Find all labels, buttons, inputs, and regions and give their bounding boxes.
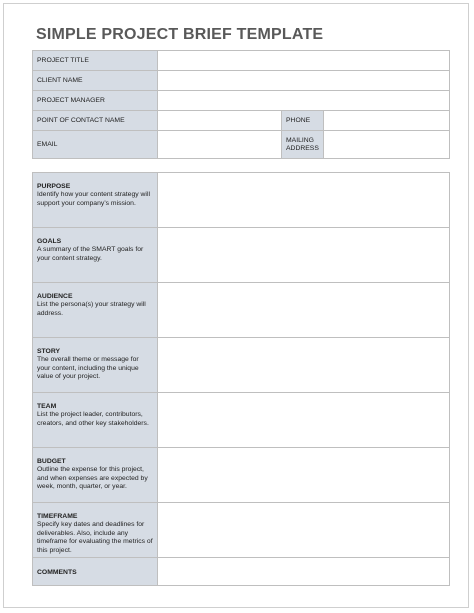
comments-field[interactable]	[158, 558, 450, 586]
timeframe-field[interactable]	[158, 503, 450, 558]
section-heading: TIMEFRAME	[37, 513, 78, 520]
section-heading: STORY	[37, 348, 61, 355]
point-of-contact-field[interactable]	[158, 111, 282, 131]
section-description: Specify key dates and deadlines for deliverables. Also, include any timeframe for evaluating the metrics of this project.	[37, 521, 153, 554]
section-description: Outline the expense for this project, and when expenses are expected by week, month, quarter, or year.	[37, 466, 148, 491]
project-title-field[interactable]	[158, 51, 450, 71]
section-heading: COMMENTS	[37, 569, 77, 576]
project-manager-label: PROJECT MANAGER	[33, 91, 158, 111]
client-name-field[interactable]	[158, 71, 450, 91]
section-heading: PURPOSE	[37, 183, 71, 190]
section-description: The overall theme or message for your content, including the unique value of your project.	[37, 356, 139, 381]
story-field[interactable]	[158, 338, 450, 393]
project-info-table	[32, 50, 450, 159]
goals-label-cell	[33, 228, 158, 283]
section-description: List the project leader, contributors, creators, and other key stakeholders.	[37, 411, 149, 427]
project-manager-field[interactable]	[158, 91, 450, 111]
mailing-address-field[interactable]	[324, 131, 450, 159]
page-title: SIMPLE PROJECT BRIEF TEMPLATE	[36, 26, 324, 43]
story-label-cell	[33, 338, 158, 393]
purpose-field[interactable]	[158, 173, 450, 228]
section-heading: TEAM	[37, 403, 57, 410]
section-heading: AUDIENCE	[37, 293, 73, 300]
purpose-label-cell	[33, 173, 158, 228]
section-description: Identify how your content strategy will support your company’s mission.	[37, 191, 150, 207]
point-of-contact-label: POINT OF CONTACT NAME	[33, 111, 158, 131]
brief-sections-table	[32, 172, 450, 586]
budget-label-cell	[33, 448, 158, 503]
email-label: EMAIL	[33, 131, 158, 159]
team-label-cell	[33, 393, 158, 448]
mailing-address-label: MAILING ADDRESS	[282, 131, 324, 159]
email-field[interactable]	[158, 131, 282, 159]
section-description: A summary of the SMART goals for your content strategy.	[37, 246, 144, 262]
project-title-label: PROJECT TITLE	[33, 51, 158, 71]
section-description: List the persona(s) your strategy will address.	[37, 301, 146, 317]
client-name-label: CLIENT NAME	[33, 71, 158, 91]
audience-label-cell	[33, 283, 158, 338]
budget-field[interactable]	[158, 448, 450, 503]
comments-label-cell	[33, 558, 158, 586]
section-heading: BUDGET	[37, 458, 66, 465]
audience-field[interactable]	[158, 283, 450, 338]
phone-label: PHONE	[282, 111, 324, 131]
team-field[interactable]	[158, 393, 450, 448]
section-heading: GOALS	[37, 238, 62, 245]
phone-field[interactable]	[324, 111, 450, 131]
goals-field[interactable]	[158, 228, 450, 283]
timeframe-label-cell	[33, 503, 158, 558]
